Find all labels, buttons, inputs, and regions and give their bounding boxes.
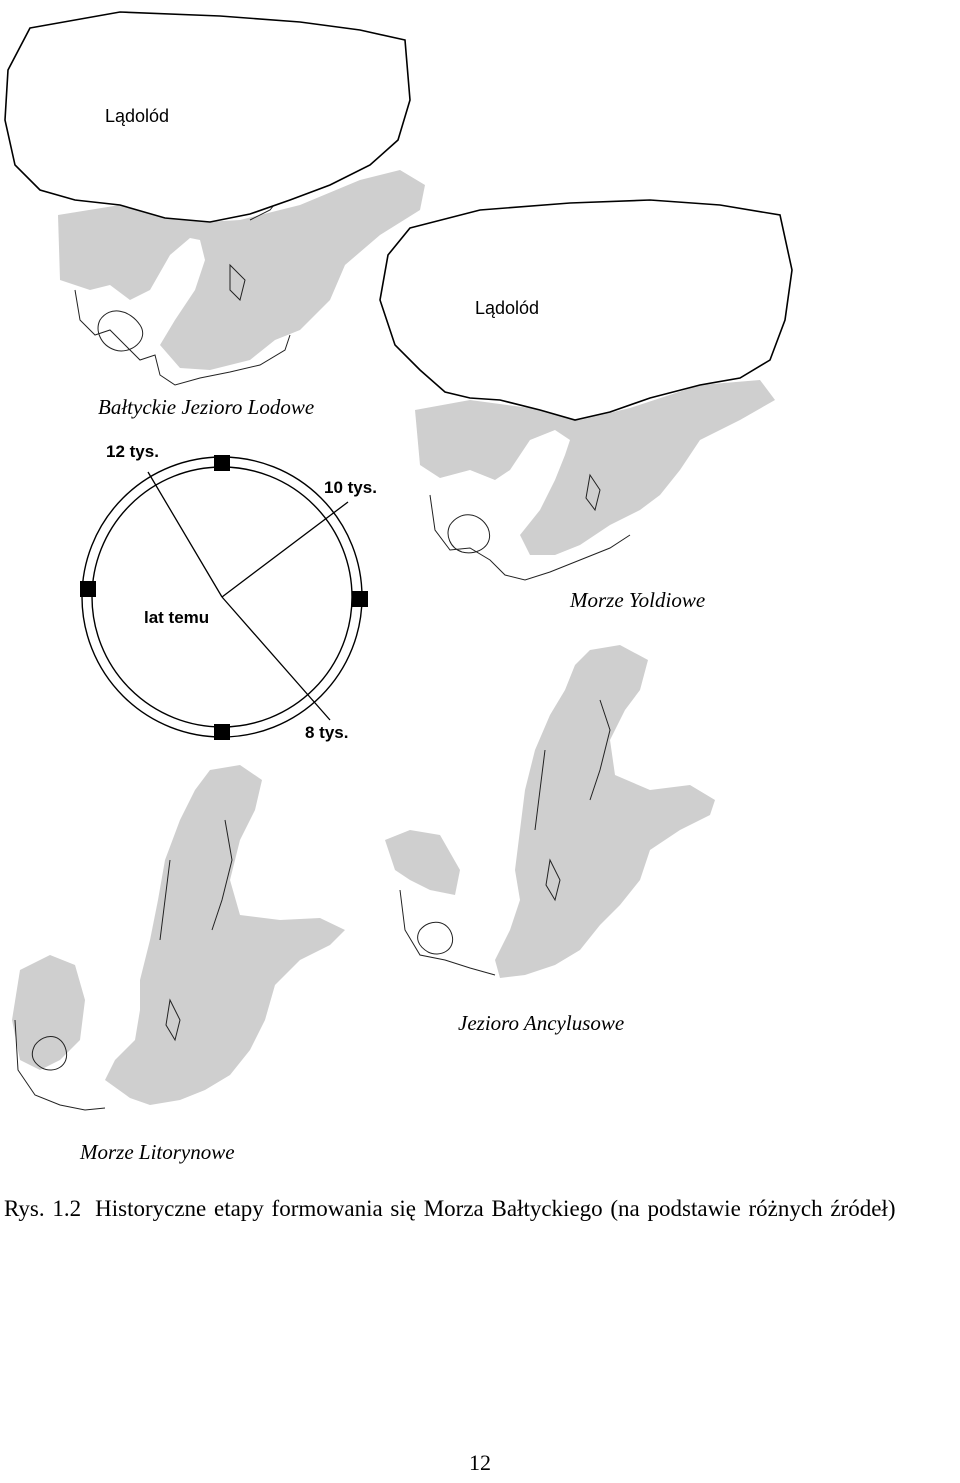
- caption-number: Rys. 1.2: [4, 1196, 82, 1221]
- map-littorina-sea: [12, 765, 345, 1164]
- map-baltic-ice-lake: [5, 12, 425, 419]
- marker-right: [352, 591, 368, 607]
- clock-label-12k: 12 tys.: [106, 442, 159, 461]
- water-body: [12, 765, 345, 1105]
- time-clock: [80, 442, 377, 742]
- clock-label-10k: 10 tys.: [324, 478, 377, 497]
- clock-label-8k: 8 tys.: [305, 723, 349, 742]
- hand-8k: [222, 597, 330, 720]
- map-title: Jezioro Ancylusowe: [458, 1011, 625, 1035]
- map-title: Bałtyckie Jezioro Lodowe: [98, 395, 315, 419]
- marker-left: [80, 581, 96, 597]
- hand-12k: [148, 472, 222, 597]
- map-title: Morze Yoldiowe: [570, 588, 706, 612]
- ice-label: Lądolód: [105, 106, 170, 126]
- hand-10k: [222, 502, 348, 597]
- figure-caption: [4, 1196, 895, 1222]
- map-ancylus-lake: [385, 645, 715, 1035]
- page-number: 12: [469, 1450, 491, 1475]
- water-body: [385, 645, 715, 978]
- caption-text: Historyczne etapy formowania się Morza Bałtyckiego (na podstawie różnych źródeł): [95, 1196, 896, 1221]
- map-yoldia-sea: [380, 200, 792, 612]
- clock-center-label: lat temu: [144, 608, 210, 627]
- marker-top: [214, 455, 230, 471]
- marker-bottom: [214, 724, 230, 740]
- ice-label: Lądolód: [475, 298, 540, 318]
- map-title: Morze Litorynowe: [80, 1140, 235, 1164]
